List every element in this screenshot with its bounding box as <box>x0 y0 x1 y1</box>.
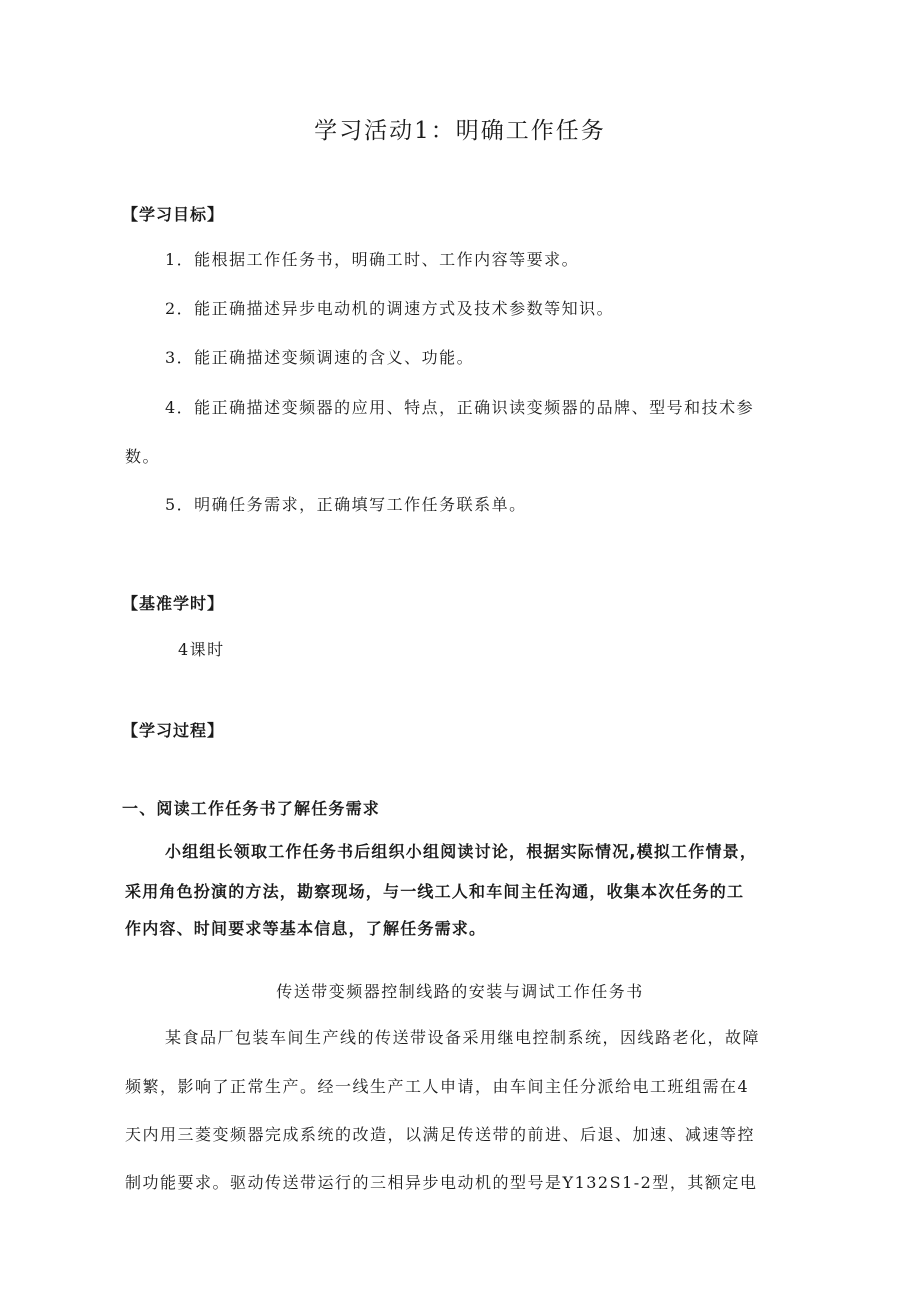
section1-paragraph-line-1: 小组组长领取工作任务书后组织小组阅读讨论，根据实际情况,模拟工作情景， <box>165 842 758 861</box>
taskbook-paragraph-line-4: 制功能要求。驱动传送带运行的三相异步电动机的型号是Y132S1-2型，其额定电 <box>125 1173 758 1192</box>
section1-paragraph-line-2: 采用角色扮演的方法，勘察现场，与一线工人和车间主任沟通，收集本次任务的工 <box>125 882 745 901</box>
objective-item-2: 2．能正确描述异步电动机的调速方式及技术参数等知识。 <box>165 299 615 318</box>
taskbook-paragraph-line-3: 天内用三菱变频器完成系统的改造，以满足传送带的前进、后退、加速、减速等控 <box>125 1125 756 1144</box>
process-heading: 【学习过程】 <box>122 721 225 740</box>
objective-item-4: 4．能正确描述变频器的应用、特点，正确识读变频器的品牌、型号和技术参 <box>165 398 755 417</box>
objective-item-5: 5．明确任务需求，正确填写工作任务联系单。 <box>165 495 527 514</box>
hours-value: 4课时 <box>178 640 225 659</box>
hours-heading: 【基准学时】 <box>122 594 225 613</box>
objective-item-4-continuation: 数。 <box>125 447 161 466</box>
section1-paragraph-line-3: 作内容、时间要求等基本信息，了解任务需求。 <box>125 919 487 938</box>
taskbook-paragraph-line-2: 频繁，影响了正常生产。经一线生产工人申请，由车间主任分派给电工班组需在4 <box>125 1077 750 1096</box>
objective-item-3: 3．能正确描述变频调速的含义、功能。 <box>165 348 475 367</box>
page-title: 学习活动1：明确工作任务 <box>314 118 606 144</box>
objective-item-1: 1．能根据工作任务书，明确工时、工作内容等要求。 <box>165 250 580 269</box>
taskbook-title: 传送带变频器控制线路的安装与调试工作任务书 <box>276 982 644 1001</box>
section1-heading: 一、阅读工作任务书了解任务需求 <box>122 799 381 818</box>
objectives-heading: 【学习目标】 <box>122 205 225 224</box>
taskbook-paragraph-line-1: 某食品厂包装车间生产线的传送带设备采用继电控制系统，因线路老化，故障 <box>165 1028 761 1047</box>
